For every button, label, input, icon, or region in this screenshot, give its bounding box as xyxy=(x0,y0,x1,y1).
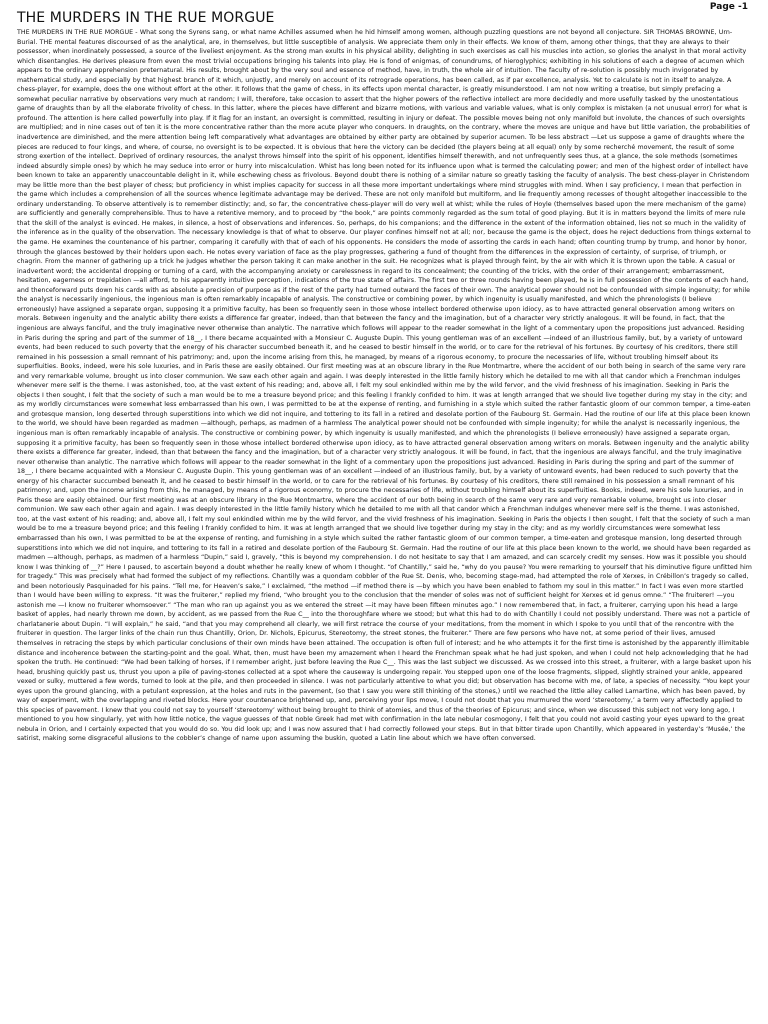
document-title: THE MURDERS IN THE RUE MORGUE xyxy=(17,10,275,26)
body-paragraph: THE MURDERS IN THE RUE MORGUE - What song the Syrens sang, or what name Achilles assumed when he hid himself among women, although puzzling questions are not beyond all conjecture. SIR THOMAS BROWNE, Urn-Burial. THE mental features discoursed of as the analytical, are, in themselves, but little susceptible of analysis. We appreciate them only in their effects. We know of them, among other things, that they are always to their possessor, when inordinately possessed, a source of the liveliest enjoyment. As the strong man exults in his physical ability, delighting in such exercises as call his muscles into action, so glories the analyst in that moral activity which disentangles. He derives pleasure from even the most trivial occupations bringing his talents into play. He is fond of enigmas, of conundrums, of hieroglyphics; exhibiting in his solutions of each a degree of acumen which appears to the ordinary apprehension preternatural. His results, brought about by the very soul and essence of method, have, in truth, the whole air of intuition. The faculty of re-solution is possibly much invigorated by mathematical study, and especially by that highest branch of it which, unjustly, and merely on account of its retrograde operations, has been called, as if par excellence, analysis. Yet to calculate is not in itself to analyze. A chess-player, for example, does the one without effort at the other. It follows that the game of chess, in its effects upon mental character, is greatly misunderstood. I am not now writing a treatise, but simply prefacing a somewhat peculiar narrative by observations very much at random; I will, therefore, take occasion to assert that the higher powers of the reflective intellect are more decidedly and more usefully tasked by the unostentatious game of draughts than by all the elaborate frivolity of chess. In this latter, where the pieces have different and bizarre motions, with various and variable values, what is only complex is mistaken (a not unusual error) for what is profound. The attention is here called powerfully into play. If it flag for an instant, an oversight is committed, resulting in injury or defeat. The possible moves being not only manifold but involute, the chances of such oversights are multiplied; and in nine cases out of ten it is the more concentrative rather than the more acute player who conquers. In draughts, on the contrary, where the moves are unique and have but little variation, the probabilities of inadvertence are diminished, and the mere attention being left comparatively what advantages are obtained by either party are obtained by superior acumen. To be less abstract —Let us suppose a game of draughts where the pieces are reduced to four kings, and where, of course, no oversight is to be expected. It is obvious that here the victory can be decided (the players being at all equal) only by some recherché movement, the result of some strong exertion of the intellect. Deprived of ordinary resources, the analyst throws himself into the spirit of his opponent, identifies himself therewith, and not unfrequently sees thus, at a glance, the sole methods (sometimes indeed absurdly simple ones) by which he may seduce into error or hurry into miscalculation. Whist has long been noted for its influence upon what is termed the calculating power; and men of the highest order of intellect have been known to take an apparently unaccountable delight in it, while eschewing chess as frivolous. Beyond doubt there is nothing of a similar nature so greatly tasking the faculty of analysis. The best chess-player in Christendom may be little more than the best player of chess; but proficiency in whist implies capacity for success in all these more important undertakings where mind struggles with mind. When I say proficiency, I mean that perfection in the game which includes a comprehension of all the sources whence legitimate advantage may be derived. These are not only manifold but multiform, and lie frequently among recesses of thought altogether inaccessible to the ordinary understanding. To observe attentively is to remember distinctly; and, so far, the concentrative chess-player will do very well at whist; while the rules of Hoyle (themselves based upon the mere mechanism of the game) are sufficiently and generally comprehensible. Thus to have a retentive memory, and to proceed by “the book,” are points commonly regarded as the sum total of good playing. But it is in matters beyond the limits of mere rule that the skill of the analyst is evinced. He makes, in silence, a host of observations and inferences. So, perhaps, do his companions; and the difference in the extent of the information obtained, lies not so much in the validity of the inference as in the quality of the observation. The necessary knowledge is that of what to observe. Our player confines himself not at all; nor, because the game is the object, does he reject deductions from things external to the game. He examines the countenance of his partner, comparing it carefully with that of each of his opponents. He considers the mode of assorting the cards in each hand; often counting trump by trump, and honor by honor, through the glances bestowed by their holders upon each. He notes every variation of face as the play progresses, gathering a fund of thought from the differences in the expression of certainty, of surprise, of triumph, or chagrin. From the manner of gathering up a trick he judges whether the person taking it can make another in the suit. He recognizes what is played through feint, by the air with which it is thrown upon the table. A casual or inadvertent word; the accidental dropping or turning of a card, with the accompanying anxiety or carelessness in regard to its concealment; the counting of the tricks, with the order of their arrangement; embarrassment, hesitation, eagerness or trepidation —all afford, to his apparently intuitive perception, indications of the true state of affairs. The first two or three rounds having been played, he is in full possession of the contents of each hand, and thenceforward puts down his cards with as absolute a precision of purpose as if the rest of the party had turned outward the faces of their own. The analytical power should not be confounded with simple ingenuity; for while the analyst is necessarily ingenious, the ingenious man is often remarkably incapable of analysis. The constructive or combining power, by which ingenuity is usually manifested, and which the phrenologists (I believe erroneously) have assigned a separate organ, supposing it a primitive faculty, has been so frequently seen in those whose intellect bordered otherwise upon idiocy, as to have attracted general observation among writers on morals. Between ingenuity and the analytic ability there exists a difference far greater, indeed, than that between the fancy and the imagination, but of a character very strictly analogous. It will be found, in fact, that the ingenious are always fanciful, and the truly imaginative never otherwise than analytic. The narrative which follows will appear to the reader somewhat in the light of a commentary upon the propositions just advanced. Residing in Paris during the spring and part of the summer of 18__, I there became acquainted with a Monsieur C. Auguste Dupin. This young gentleman was of an excellent —indeed of an illustrious family, but, by a variety of untoward events, had been reduced to such poverty that the energy of his character succumbed beneath it, and he ceased to bestir himself in the world, or to care for the retrieval of his fortunes. By courtesy of his creditors, there still remained in his possession a small remnant of his patrimony; and, upon the income arising from this, he managed, by means of a rigorous economy, to procure the necessaries of life, without troubling himself about its superfluities. Books, indeed, were his sole luxuries, and in Paris these are easily obtained. Our first meeting was at an obscure library in the Rue Montmartre, where the accident of our both being in search of the same very rare and very remarkable volume, brought us into closer communion. We saw each other again and again. I was deeply interested in the little family history which he detailed to me with all that candor which a Frenchman indulges whenever mere self is the theme. I was astonished, too, at the vast extent of his reading; and, above all, I felt my soul enkindled within me by the wild fervor, and the vivid freshness of his imagination. Seeking in Paris the objects I then sought, I felt that the society of such a man would be to me a treasure beyond price; and this feeling I frankly confided to him. It was at length arranged that we should live together during my stay in the city; and as my worldly circumstances were somewhat less embarrassed than his own, I was permitted to be at the expense of renting, and furnishing in a style which suited the rather fantastic gloom of our common temper, a time-eaten and grotesque mansion, long deserted through superstitions into which we did not inquire, and tottering to its fall in a retired and desolate portion of the Faubourg St. Germain. Had the routine of our life at this place been known to the world, we should have been regarded as madmen —although, perhaps, as madmen of a harmless The analytical power should not be confounded with simple ingenuity; for while the analyst is necessarily ingenious, the ingenious man is often remarkably incapable of analysis. The constructive or combining power, by which ingenuity is usually manifested, and which the phrenologists (I believe erroneously) have assigned a separate organ, supposing it a primitive faculty, has been so frequently seen in those whose intellect bordered otherwise upon idiocy, as to have attracted general observation among writers on morals. Between ingenuity and the analytic ability there exists a difference far greater, indeed, than that between the fancy and the imagination, but of a character very strictly analogous. It will be found, in fact, that the ingenious are always fanciful, and the truly imaginative never otherwise than analytic. The narrative which follows will appear to the reader somewhat in the light of a commentary upon the propositions just advanced. Residing in Paris during the spring and part of the summer of 18__, I there became acquainted with a Monsieur C. Auguste Dupin. This young gentleman was of an excellent —indeed of an illustrious family, but, by a variety of untoward events, had been reduced to such poverty that the energy of his character succumbed beneath it, and he ceased to bestir himself in the world, or to care for the retrieval of his fortunes. By courtesy of his creditors, there still remained in his possession a small remnant of his patrimony; and, upon the income arising from this, he managed, by means of a rigorous economy, to procure the necessaries of life, without troubling himself about its superfluities. Books, indeed, were his sole luxuries, and in Paris these are easily obtained. Our first meeting was at an obscure library in the Rue Montmartre, where the accident of our both being in search of the same very rare and very remarkable volume, brought us into closer communion. We saw each other again and again. I was deeply interested in the little family history which he detailed to me with all that candor which a Frenchman indulges whenever mere self is the theme. I was astonished, too, at the vast extent of his reading; and, above all, I felt my soul enkindled within me by the wild fervor, and the vivid freshness of his imagination. Seeking in Paris the objects I then sought, I felt that the society of such a man would be to me a treasure beyond price; and this feeling I frankly confided to him. It was at length arranged that we should live together during my stay in the city; and as my worldly circumstances were somewhat less embarrassed than his own, I was permitted to be at the expense of renting, and furnishing in a style which suited the rather fantastic gloom of our common temper, a time-eaten and grotesque mansion, long deserted through superstitions into which we did not inquire, and tottering to its fall in a retired and desolate portion of the Faubourg St. Germain. Had the routine of our life at this place been known to the world, we should have been regarded as madmen —although, perhaps, as madmen of a harmless “Dupin,” said I, gravely, “this is beyond my comprehension. I do not hesitate to say that I am amazed, and can scarcely credit my senses. How was it possible you should know I was thinking of __?” Here I paused, to ascertain beyond a doubt whether he really knew of whom I thought. “of Chantilly,” said he, “why do you pause? You were remarking to yourself that his diminutive figure unfitted him for tragedy.” This was precisely what had formed the subject of my reflections. Chantilly was a quondam cobbler of the Rue St. Denis, who, becoming stage-mad, had attempted the role of Xerxes, in Crébillon’s tragedy so called, and been notoriously Pasquinaded for his pains. “Tell me, for Heaven’s sake,” I exclaimed, “the method —if method there is —by which you have been enabled to fathom my soul in this matter.” In fact I was even more startled than I would have been willing to express. “It was the fruiterer,” replied my friend, “who brought you to the conclusion that the mender of soles was not of sufficient height for Xerxes et id genus omne.” “The fruiterer! —you astonish me —I know no fruiterer whomsoever.” “The man who ran up against you as we entered the street —it may have been fifteen minutes ago.” I now remembered that, in fact, a fruiterer, carrying upon his head a large basket of apples, had nearly thrown me down, by accident, as we passed from the Rue C__ into the thoroughfare where we stood; but what this had to do with Chantilly I could not possibly understand. There was not a particle of charlatanerie about Dupin. “I will explain,” he said, “and that you may comprehend all clearly, we will first retrace the course of your meditations, from the moment in which I spoke to you until that of the rencontre with the fruiterer in question. The larger links of the chain run thus Chantilly, Orion, Dr. Nichols, Epicurus, Stereotomy, the street stones, the fruiterer.” There are few persons who have not, at some period of their lives, amused themselves in retracing the steps by which particular conclusions of their own minds have been attained. The occupation is often full of interest; and he who attempts it for the first time is astonished by the apparently illimitable distance and incoherence between the starting-point and the goal. What, then, must have been my amazement when I heard the Frenchman speak what he had just spoken, and when I could not help acknowledging that he had spoken the truth. He continued: “We had been talking of horses, if I remember aright, just before leaving the Rue C__. This was the last subject we discussed. As we crossed into this street, a fruiterer, with a large basket upon his head, brushing quickly past us, thrust you upon a pile of paving-stones collected at a spot where the causeway is undergoing repair. You stepped upon one of the loose fragments, slipped, slightly strained your ankle, appeared vexed or sulky, muttered a few words, turned to look at the pile, and then proceeded in silence. I was not particularly attentive to what you did; but observation has become with me, of late, a species of necessity. “You kept your eyes upon the ground glancing, with a petulant expression, at the holes and ruts in the pavement, (so that I saw you were still thinking of the stones,) until we reached the little alley called Lamartine, which has been paved, by way of experiment, with the overlapping and riveted blocks. Here your countenance brightened up, and, perceiving your lips move, I could not doubt that you murmured the word ‘stereotomy,’ a term very affectedly applied to this species of pavement. I knew that you could not say to yourself ‘stereotomy’ without being brought to think of atomies, and thus of the theories of Epicurus; and since, when we discussed this subject not very long ago, I mentioned to you how singularly, yet with how little notice, the vague guesses of that noble Greek had met with confirmation in the late nebular cosmogony, I felt that you could not avoid casting your eyes upward to the great nebula in Orion, and I certainly expected that you would do so. You did look up; and I was now assured that I had correctly followed your steps. But in that bitter tirade upon Chantilly, which appeared in yesterday’s ‘Musée,’ the satirist, making some disgraceful allusions to the cobbler’s change of name upon assuming the buskin, quoted a Latin line about which we have often conversed. xyxy=(17,29,752,743)
page-number: Page -1 xyxy=(709,2,748,12)
document-body xyxy=(17,28,752,744)
